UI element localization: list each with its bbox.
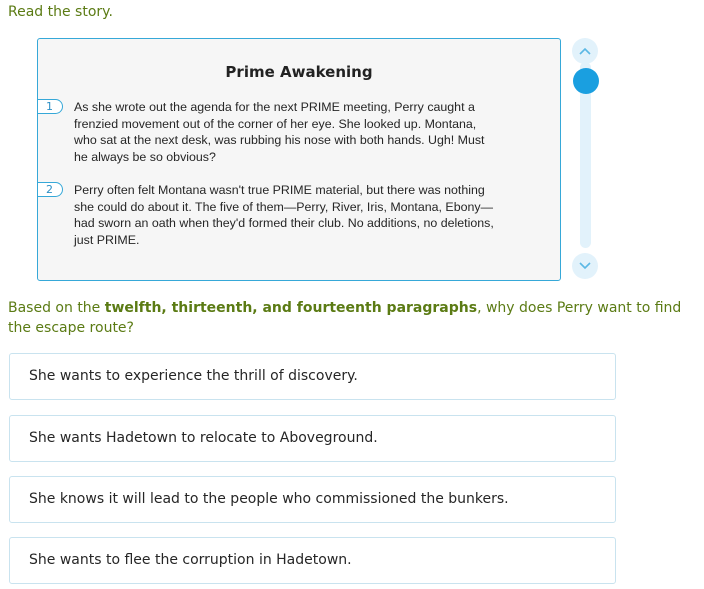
answer-choice-2[interactable]: She wants Hadetown to relocate to Aboveground. (9, 415, 616, 462)
paragraph-number-1: 1 (37, 99, 63, 114)
question-suffix: , why does Perry want to find the escape route? (8, 300, 682, 336)
question-emphasis: twelfth, thirteenth, and fourteenth paragraphs (104, 300, 478, 316)
paragraph-line: frenzied movement out of the corner of her eye. She looked up. Montana, (74, 116, 477, 131)
question-prefix: Based on the (8, 300, 105, 316)
chevron-down-icon (579, 262, 591, 270)
paragraph-line: who sat at the next desk, was rubbing his nose with both hands. Ugh! Must (74, 133, 485, 148)
paragraph-line: just PRIME. (74, 232, 140, 247)
paragraph-2 (46, 182, 536, 248)
paragraph-number-2: 2 (37, 182, 63, 197)
story-passage (37, 38, 561, 281)
chevron-up-icon (579, 47, 591, 55)
paragraph-line: she could do about it. The five of them—Perry, River, Iris, Montana, Ebony— (74, 199, 493, 214)
paragraph-line: Perry often felt Montana wasn't true PRIME material, but there was nothing (74, 183, 485, 197)
instruction-text: Read the story. (8, 4, 113, 20)
paragraph-line: As she wrote out the agenda for the next PRIME meeting, Perry caught a (74, 100, 475, 114)
answer-choice-4[interactable]: She wants to flee the corruption in Hadetown. (9, 537, 616, 584)
answer-choice-3[interactable]: She knows it will lead to the people who commissioned the bunkers. (9, 476, 616, 523)
paragraph-1 (46, 99, 536, 165)
scroll-up-button[interactable] (572, 38, 598, 64)
answer-choice-1[interactable]: She wants to experience the thrill of discovery. (9, 353, 616, 400)
story-title: Prime Awakening (225, 63, 373, 81)
paragraph-line: he always be so obvious? (74, 149, 216, 164)
question-text (8, 298, 688, 338)
scrollbar-thumb[interactable] (573, 68, 599, 94)
paragraph-line: had sworn an oath when they'd formed their club. No additions, no deletions, (74, 216, 494, 231)
scroll-down-button[interactable] (572, 253, 598, 279)
